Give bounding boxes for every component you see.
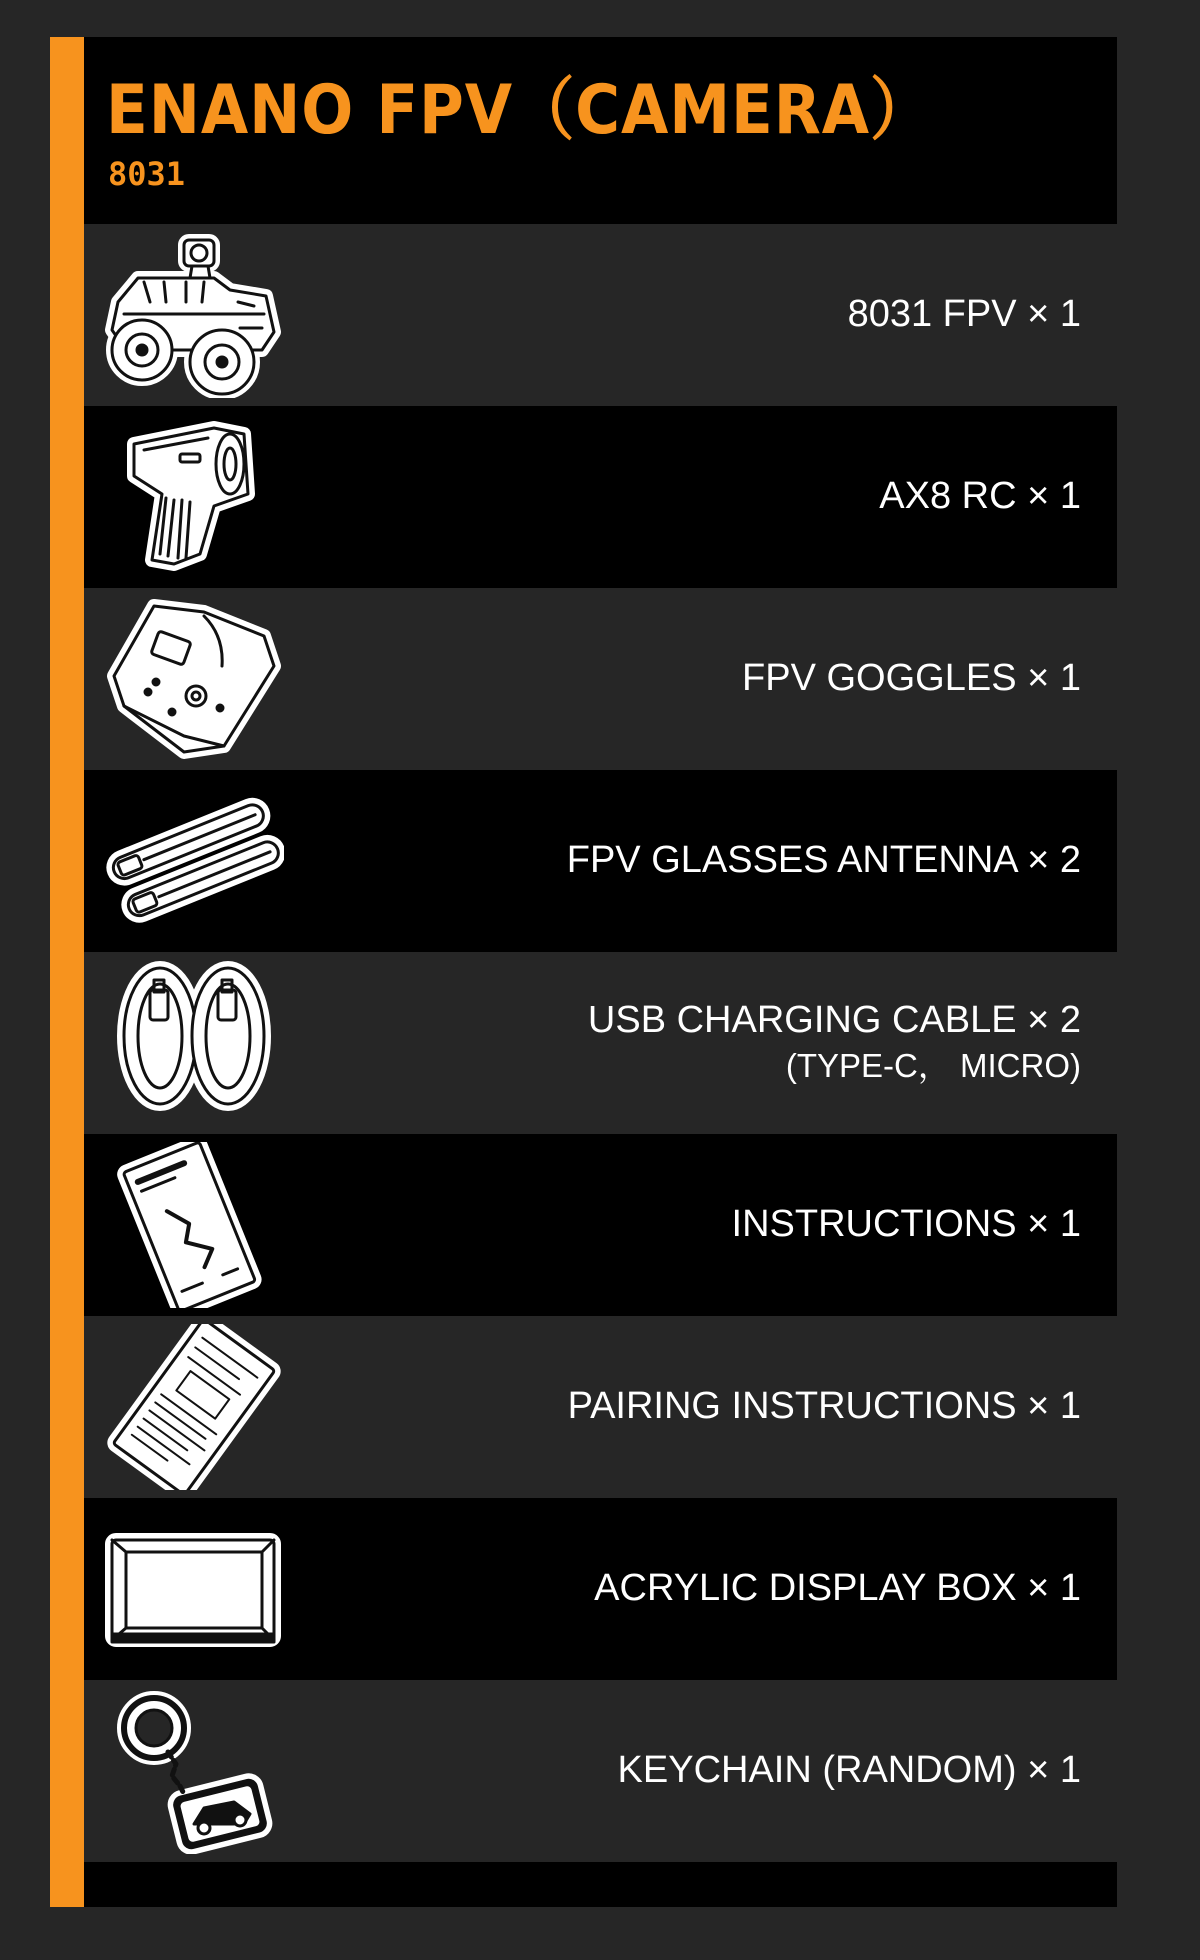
item-label: KEYCHAIN (RANDOM) × 1	[617, 1749, 1081, 1792]
item-label: 8031 FPV × 1	[847, 293, 1081, 336]
list-item-pairing-instructions	[84, 1316, 1117, 1498]
page-title: ENANO FPV（CAMERA）	[106, 71, 933, 150]
header	[84, 37, 1117, 224]
model-number: 8031	[108, 155, 186, 193]
item-label: INSTRUCTIONS × 1	[731, 1203, 1081, 1246]
remote-controller-icon	[104, 414, 284, 580]
usb-cable-icon	[104, 960, 284, 1126]
list-item-keychain	[84, 1680, 1117, 1862]
package-contents-panel	[84, 37, 1117, 1907]
rc-truck-icon	[104, 232, 284, 398]
list-item-rc-transmitter	[84, 406, 1117, 588]
item-label: FPV GLASSES ANTENNA × 2	[566, 839, 1081, 882]
item-label: PAIRING INSTRUCTIONS × 1	[567, 1385, 1081, 1428]
list-item-display-box	[84, 1498, 1117, 1680]
list-item-antenna	[84, 770, 1117, 952]
item-label: ACRYLIC DISPLAY BOX × 1	[594, 1567, 1081, 1610]
instructions-booklet-icon	[104, 1142, 284, 1308]
list-item-fpv-goggles	[84, 588, 1117, 770]
fpv-goggles-icon	[104, 596, 284, 762]
item-note: (TYPE-C， MICRO)	[785, 1047, 1081, 1085]
accent-bar	[50, 37, 84, 1907]
list-item-usb-cable	[84, 952, 1117, 1134]
item-label: FPV GOGGLES × 1	[742, 657, 1081, 700]
pairing-sheet-icon	[104, 1324, 284, 1490]
list-item-fpv-truck	[84, 224, 1117, 406]
display-box-icon	[104, 1506, 284, 1672]
list-item-instructions	[84, 1134, 1117, 1316]
antenna-icon	[104, 778, 284, 944]
item-label: AX8 RC × 1	[879, 475, 1081, 518]
keychain-icon	[104, 1688, 284, 1854]
item-label: USB CHARGING CABLE × 2	[587, 999, 1081, 1042]
